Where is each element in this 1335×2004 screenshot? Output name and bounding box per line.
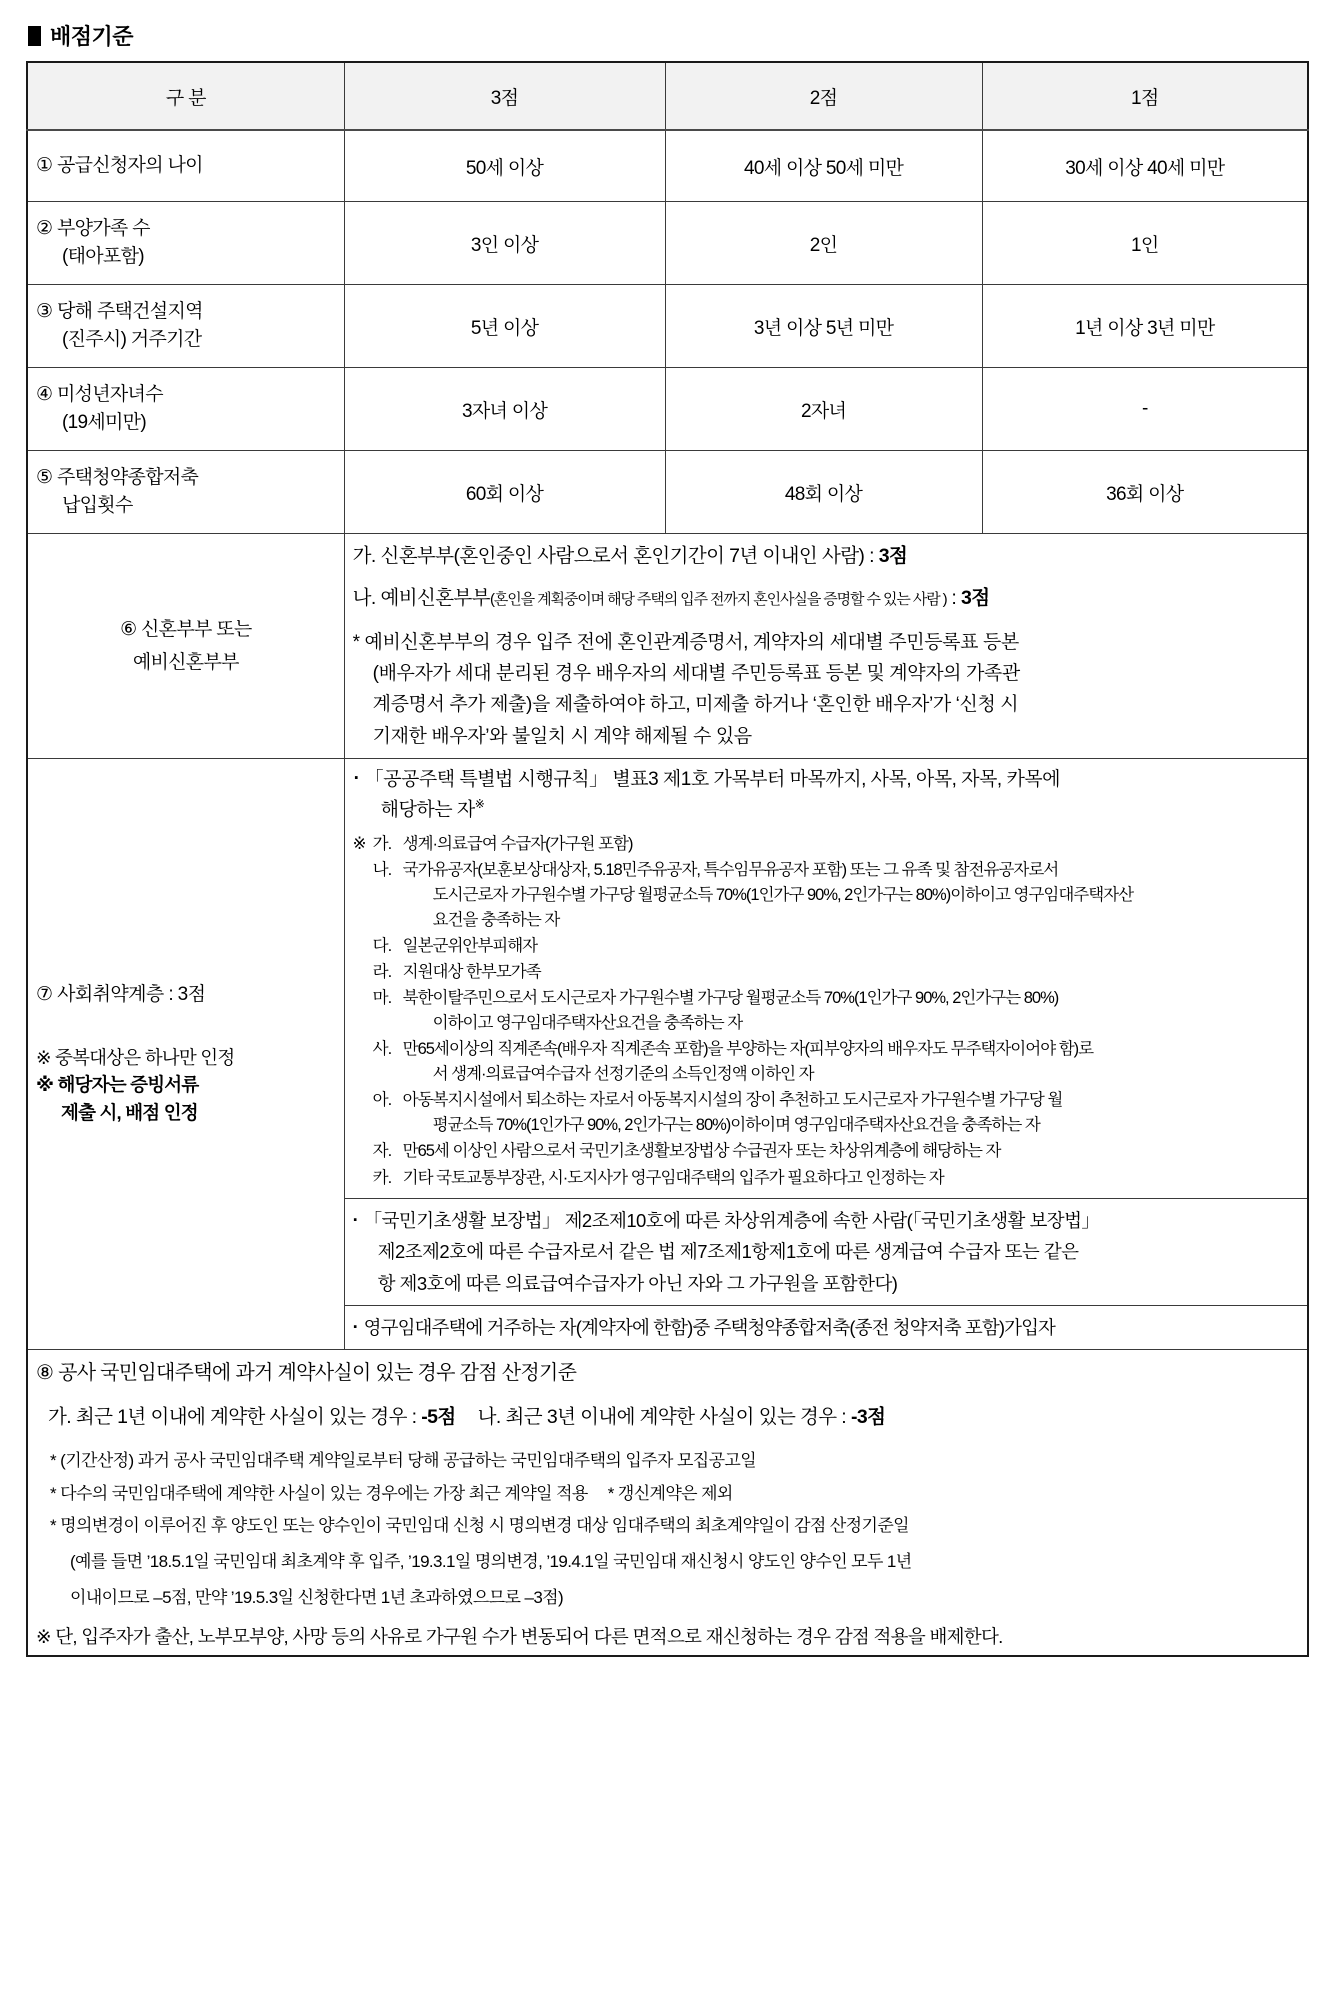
list-item-text-line3: 요건을 충족하는 자 — [432, 910, 560, 929]
cell-2points: 48회 이상 — [665, 451, 982, 534]
list-item-text: 일본군위안부피해자 — [402, 936, 538, 955]
section-6-note-line2: (배우자가 세대 분리된 경우 배우자의 세대별 주민등록표 등본 및 계약자의 가족관 — [372, 663, 1020, 685]
list-item-marker: 가. — [372, 834, 392, 853]
list-item-text — [403, 1088, 1299, 1138]
section-6-label — [27, 534, 344, 759]
list-item-text-line1: 국가유공자(보훈보상대상자, 5.18민주유공자, 특수임무유공자 포함) 또는 그 유족 및 참전유공자로서 — [402, 860, 1059, 879]
section-8-star-3 — [50, 1512, 1299, 1612]
list-item-text-line2: 평균소득 70%(1인가구 90%, 2인가구는 80%)이하이며 영구임대주택자산요건을 충족하는 자 — [432, 1116, 1040, 1135]
list-item-marker: 나. — [372, 860, 392, 879]
section-7-bullet-2-line2: 제2조제2호에 따른 수급자로서 같은 법 제7조제1항제1호에 따른 생계급여 수급자 또는 같은 — [377, 1241, 1079, 1263]
list-item — [353, 986, 1299, 1036]
row-label-age — [27, 130, 344, 202]
section-8-star-2b-text: * 갱신계약은 제외 — [607, 1483, 733, 1503]
row-label-dependents — [27, 202, 344, 285]
cell-1point: 1년 이상 3년 미만 — [982, 285, 1308, 368]
cell-3points: 5년 이상 — [344, 285, 665, 368]
cell-1point: 30세 이상 40세 미만 — [982, 130, 1308, 202]
section-7-title-text: 사회취약계층 : 3점 — [57, 984, 206, 1006]
section-8-item-na: 나. 최근 3년 이내에 계약한 사실이 있는 경우 : — [477, 1406, 851, 1429]
section-7-body-secondary — [344, 1198, 1308, 1305]
row-label-text: 주택청약종합저축 — [56, 467, 199, 489]
list-item — [353, 1037, 1299, 1087]
black-square-bullet-icon — [28, 26, 41, 46]
section-7-bullet-1-line2-text: 해당하는 자 — [380, 799, 475, 821]
section-7-number: ⑦ — [36, 984, 53, 1006]
section-8-star-3-cont1: (예를 들면 ’18.5.1일 국민임대 최초계약 후 입주, ’19.3.1일 명의변경, ’19.4.1일 국민임대 재신청시 양도인 양수인 모두 1년 — [70, 1551, 912, 1571]
section-8-subitems — [48, 1401, 1299, 1429]
list-item-marker: 사. — [372, 1040, 392, 1059]
section-6-row — [27, 534, 1308, 759]
list-item — [353, 1166, 1299, 1191]
cell-1point: 1인 — [982, 202, 1308, 285]
row-label-text: 당해 주택건설지역 — [56, 301, 203, 323]
column-header-3points: 3점 — [344, 62, 665, 130]
section-6-note-line4: 기재한 배우자’와 불일치 시 계약 해제될 수 있음 — [372, 725, 752, 747]
reference-mark-icon — [353, 960, 373, 985]
list-item — [353, 1088, 1299, 1138]
section-6-item-na — [353, 582, 1299, 616]
row-label-text: 미성년자녀수 — [56, 384, 163, 406]
cell-3points: 60회 이상 — [344, 451, 665, 534]
list-item-text — [403, 858, 1299, 933]
row-label-savings-count — [27, 451, 344, 534]
section-6-note — [353, 627, 1299, 752]
list-item-marker: 라. — [372, 962, 392, 981]
row-number: ④ — [36, 384, 53, 406]
section-6-item-na-colon: : — [946, 586, 962, 609]
section-7-bullet-1-line2 — [365, 795, 1299, 826]
row-label-subtext: (19세미만) — [62, 412, 146, 433]
table-header-row — [27, 62, 1308, 130]
section-7-bullet-2-line1: 「국민기초생활 보장법」 제2조제10호에 따른 차상위계층에 속한 사람(「국민기초생활 보장법」 — [363, 1209, 1100, 1231]
list-item-text: 기타 국토교통부장관, 시·도지사가 영구임대주택의 입주가 필요하다고 인정하는 자 — [402, 1168, 944, 1187]
list-item — [353, 858, 1299, 933]
column-header-division: 구 분 — [27, 62, 344, 130]
section-6-item-ga-text: 가. 신혼부부(혼인중인 사람으로서 혼인기간이 7년 이내인 사람) : — [352, 545, 879, 567]
row-label-subtext: (태아포함) — [62, 246, 144, 267]
table-row — [27, 130, 1308, 202]
section-7-bullet-1-superscript: ※ — [474, 797, 485, 812]
reference-mark-icon: ※ — [352, 834, 366, 853]
list-item-marker: 아. — [372, 1091, 392, 1110]
list-item-text: 지원대상 한부모가족 — [402, 962, 541, 981]
section-8-body — [27, 1350, 1308, 1656]
list-item-marker: 자. — [372, 1142, 392, 1161]
section-7-bullet-1-line1: 「공공주택 특별법 시행규칙」 별표3 제1호 가목부터 마목까지, 사목, 아목, 자목, 카목에 — [364, 768, 1061, 790]
section-6-note-line3: 계증명서 추가 제출)을 제출하여야 하고, 미제출 하거나 ‘혼인한 배우자’가 ‘신청 시 — [372, 694, 1019, 716]
section-6-item-ga — [353, 540, 1299, 574]
section-7-bullet-3: · 영구임대주택에 거주하는 자(계약자에 한함)중 주택청약종합저축(종전 청약저축 포함)가입자 — [353, 1312, 1299, 1343]
section-7-note-2 — [36, 1071, 336, 1127]
section-7-note-2-line1: ※ 해당자는 증빙서류 — [36, 1074, 199, 1096]
section-7-row — [27, 758, 1308, 1198]
cell-3points: 3인 이상 — [344, 202, 665, 285]
section-8-star-3-text: * 명의변경이 이루어진 후 양도인 또는 양수인이 국민임대 신청 시 명의변경 대상 임대주택의 최초계약일이 감점 산정기준일 — [50, 1515, 909, 1535]
list-item-marker: 카. — [372, 1168, 392, 1187]
table-header — [27, 62, 1308, 130]
section-6-note-line1: * 예비신혼부부의 경우 입주 전에 혼인관계증명서, 계약자의 세대별 주민등록표 등본 — [352, 632, 1019, 654]
table-row — [27, 285, 1308, 368]
cell-2points: 3년 이상 5년 미만 — [665, 285, 982, 368]
list-item-marker: 마. — [372, 989, 392, 1008]
cell-2points: 2자녀 — [665, 368, 982, 451]
list-item-text-line2: 도시근로자 가구원수별 가구당 월평균소득 70%(1인가구 90%, 2인가구는 80%)이하이고 영구임대주택자산 — [432, 885, 1134, 904]
section-8-item-ga: 가. 최근 1년 이내에 계약한 사실이 있는 경우 : — [48, 1406, 422, 1429]
section-8-star-3-cont2: 이내이므로 –5점, 만약 ’19.5.3일 신청한다면 1년 초과하였으므로 –3점) — [70, 1588, 564, 1608]
row-label-subtext: (진주시) 거주기간 — [62, 329, 202, 350]
column-header-1point: 1점 — [982, 62, 1308, 130]
section-8-star-2-text: * 다수의 국민임대주택에 계약한 사실이 있는 경우에는 가장 최근 계약일 적용 — [50, 1483, 588, 1503]
row-label-text: 부양가족 수 — [56, 218, 150, 240]
row-number: ⑤ — [36, 467, 53, 489]
column-header-2points: 2점 — [665, 62, 982, 130]
row-number: ② — [36, 218, 53, 240]
page-title — [28, 20, 1309, 51]
scoring-criteria-table — [26, 61, 1309, 1657]
table-row — [27, 202, 1308, 285]
section-8-row — [27, 1350, 1308, 1656]
cell-2points: 2인 — [665, 202, 982, 285]
section-6-item-ga-score: 3점 — [878, 545, 908, 567]
list-item-text-line1: 만65세이상의 직계존속(배우자 직계존속 포함)을 부양하는 자(피부양자의 배우자도 무주택자이어야 함)로 — [402, 1040, 1094, 1059]
section-8-final-note: ※ 단, 입주자가 출산, 노부모부양, 사망 등의 사유로 가구원 수가 변동되어 다른 면적으로 재신청하는 경우 감점 적용을 배제한다. — [36, 1626, 1003, 1648]
row-number: ① — [36, 155, 53, 177]
cell-1point: - — [982, 368, 1308, 451]
list-item-text-line1: 아동복지시설에서 퇴소하는 자로서 아동복지시설의 장이 추천하고 도시근로자 가구원수별 가구당 월 — [402, 1091, 1063, 1110]
section-6-item-na-paren: (혼인을 계획중이며 해당 주택의 입주 전까지 혼인사실을 증명할 수 있는 사람 ) — [489, 590, 947, 608]
reference-mark-icon — [353, 1037, 373, 1087]
section-7-note-1: ※ 중복대상은 하나만 인정 — [36, 1046, 235, 1068]
section-6-body — [344, 534, 1308, 759]
row-label-subtext: 납입횟수 — [62, 495, 133, 516]
list-item-text: 생계·의료급여 수급자(가구원 포함) — [402, 834, 633, 853]
list-item — [353, 934, 1299, 959]
section-7-mark-list — [353, 832, 1299, 1191]
page-title-text: 배점기준 — [50, 24, 134, 49]
section-6-number: ⑥ — [120, 618, 137, 640]
list-item-text-line2: 서 생계·의료급여수급자 선정기준의 소득인정액 이하인 자 — [432, 1065, 814, 1084]
list-item-marker: 다. — [372, 936, 392, 955]
section-6-item-na-score: 3점 — [961, 586, 990, 609]
section-7-label — [27, 758, 344, 1350]
cell-2points: 40세 이상 50세 미만 — [665, 130, 982, 202]
section-6-label-line2: 예비신혼부부 — [132, 651, 239, 673]
list-item-text-line1: 북한이탈주민으로서 도시근로자 가구원수별 가구당 월평균소득 70%(1인가구 90%, 2인가구는 80%) — [402, 989, 1059, 1008]
row-label-minor-children — [27, 368, 344, 451]
section-8-item-ga-score: -5점 — [421, 1406, 456, 1429]
list-item-text-line2: 이하이고 영구임대주택자산요건을 충족하는 자 — [432, 1014, 743, 1033]
cell-1point: 36회 이상 — [982, 451, 1308, 534]
section-7-note-2-line2: 제출 시, 배점 인정 — [61, 1102, 198, 1124]
row-number: ③ — [36, 301, 53, 323]
row-label-text: 공급신청자의 나이 — [56, 155, 203, 177]
list-item-text — [403, 1037, 1299, 1087]
section-8-star-2 — [50, 1480, 1299, 1507]
section-8-item-na-score: -3점 — [850, 1406, 886, 1429]
section-8-title: ⑧ 공사 국민임대주택에 과거 계약사실이 있는 경우 감점 산정기준 — [36, 1362, 577, 1385]
table-row — [27, 368, 1308, 451]
reference-mark-icon — [353, 858, 373, 933]
row-label-residence-period — [27, 285, 344, 368]
section-7-body-primary — [344, 758, 1308, 1198]
list-item-text: 만65세 이상인 사람으로서 국민기초생활보장법상 수급권자 또는 차상위계층에 해당하는 자 — [402, 1142, 1001, 1161]
reference-mark-icon — [353, 934, 373, 959]
reference-mark-icon — [353, 1139, 373, 1164]
section-7-bullet-1 — [353, 765, 1299, 827]
section-7-body-tertiary — [344, 1305, 1308, 1349]
table-row — [27, 451, 1308, 534]
cell-3points: 3자녀 이상 — [344, 368, 665, 451]
section-7-bullet-2-line3: 항 제3호에 따른 의료급여수급자가 아닌 자와 그 가구원을 포함한다) — [377, 1272, 898, 1294]
section-6-label-line1: 신혼부부 또는 — [141, 618, 252, 640]
section-6-item-na-text: 나. 예비신혼부부 — [352, 586, 490, 609]
list-item — [353, 832, 1299, 857]
reference-mark-icon — [353, 1166, 373, 1191]
section-7-bullet-2 — [353, 1205, 1299, 1299]
cell-3points: 50세 이상 — [344, 130, 665, 202]
reference-mark-icon — [353, 1088, 373, 1138]
section-8-star-1: * (기간산정) 과거 공사 국민임대주택 계약일로부터 당해 공급하는 국민임대주택의 입주자 모집공고일 — [50, 1451, 757, 1471]
list-item — [353, 960, 1299, 985]
reference-mark-icon — [353, 986, 373, 1036]
list-item-text — [403, 986, 1299, 1036]
table-body — [27, 130, 1308, 1656]
list-item — [353, 1139, 1299, 1164]
